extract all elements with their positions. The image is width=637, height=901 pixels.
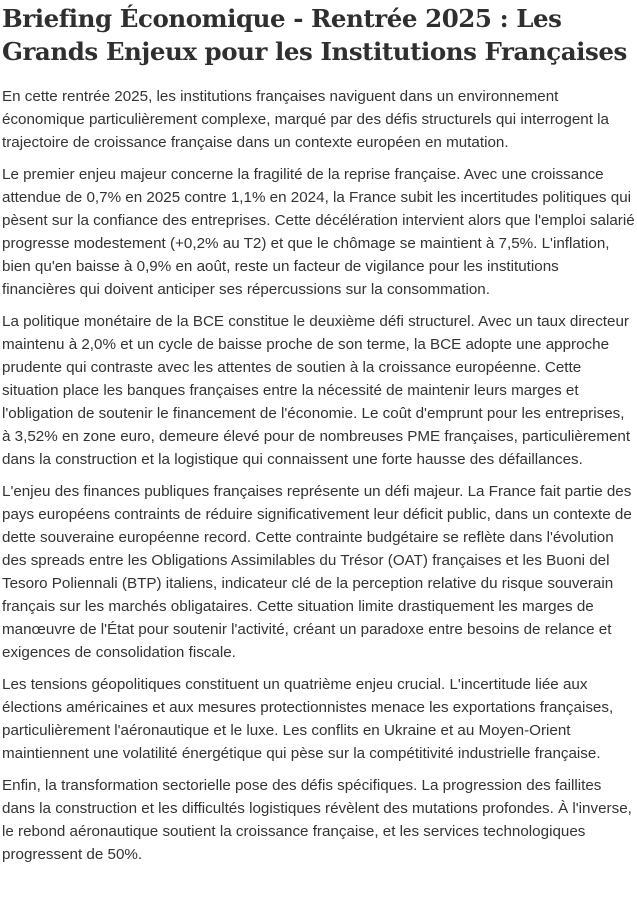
- article-title: Briefing Économique - Rentrée 2025 : Les Grands Enjeux pour les Institutions Françaises: [2, 4, 627, 66]
- paragraph-geopolitique: Les tensions géopolitiques constituent un quatrième enjeu crucial. L'incertitude liée aux élections américaines et aux mesures protectionnistes menace les exportations françaises, particulièrement l'aéronautique et le luxe. Les conflits en Ukraine et au Moyen-Orient maintiennent une volatilité énergétique qui pèse sur la compétitivité industrielle française.: [2, 676, 614, 762]
- paragraph-finances-publiques: L'enjeu des finances publiques françaises représente un défi majeur. La France fait partie des pays européens contraints de réduire significativement leur déficit public, dans un contexte de dette souveraine européenne record. Cette contrainte budgétaire se reflète dans l'évolution des spreads entre les Obligations Assimilables du Trésor (OAT) françaises et les Buoni del Tesoro Poliennali (BTP) italiens, indicateur clé de la perception relative du risque souverain français sur les marchés obligataires. Cette situation limite drastiquement les marges de manœuvre de l'État pour soutenir l'activité, créant un paradoxe entre besoins de relance et exigences de consolidation fiscale.: [2, 483, 632, 661]
- article: [2, 2, 636, 866]
- paragraph-bce: La politique monétaire de la BCE constitue le deuxième défi structurel. Avec un taux directeur maintenu à 2,0% et un cycle de baisse proche de son terme, la BCE adopte une approche prudente qui contraste avec les attentes de soutien à la croissance européenne. Cette situation place les banques françaises entre la nécessité de maintenir leurs marges et l'obligation de soutenir le financement de l'économie. Le coût d'emprunt pour les entreprises, à 3,52% en zone euro, demeure élevé pour de nombreuses PME françaises, particulièrement dans la construction et la logistique qui connaissent une forte hausse des défaillances.: [2, 313, 631, 468]
- paragraph-reprise: Le premier enjeu majeur concerne la fragilité de la reprise française. Avec une croissance attendue de 0,7% en 2025 contre 1,1% en 2024, la France subit les incertitudes politiques qui pèsent sur la confiance des entreprises. Cette décélération intervient alors que l'emploi salarié progresse modestement (+0,2% au T2) et que le chômage se maintient à 7,5%. L'inflation, bien qu'en baisse à 0,9% en août, reste un facteur de vigilance pour les institutions financières qui doivent anticiper ses répercussions sur la consommation.: [2, 166, 635, 298]
- paragraph-intro: En cette rentrée 2025, les institutions françaises naviguent dans un environnement économique particulièrement complexe, marqué par des défis structurels qui interrogent la trajectoire de croissance française dans un contexte européen en mutation.: [2, 88, 609, 151]
- paragraph-transformation: Enfin, la transformation sectorielle pose des défis spécifiques. La progression des faillites dans la construction et les difficultés logistiques révèlent des mutations profondes. À l'inverse, le rebond aéronautique soutient la croissance française, et les services technologiques progressent de 50%.: [2, 777, 632, 863]
